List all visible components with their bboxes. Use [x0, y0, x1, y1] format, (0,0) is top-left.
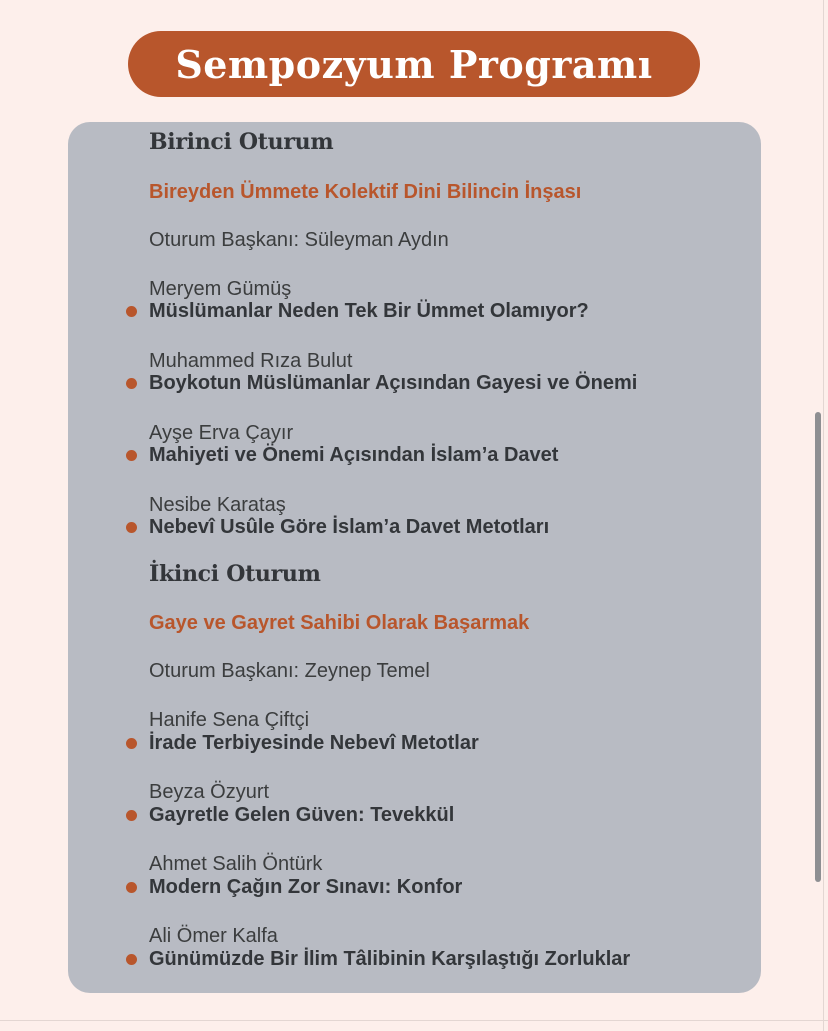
- speaker-name: Hanife Sena Çiftçi: [149, 709, 310, 731]
- bullet-icon: [126, 450, 137, 461]
- bullet-icon: [126, 378, 137, 389]
- talk-title: Modern Çağın Zor Sınavı: Konfor: [149, 876, 463, 898]
- page-edge-bottom: [0, 1020, 828, 1021]
- bullet-icon: [126, 954, 137, 965]
- speaker-name: Meryem Gümüş: [149, 278, 292, 300]
- speaker-name: Ali Ömer Kalfa: [149, 925, 278, 947]
- talk-title: Boykotun Müslümanlar Açısından Gayesi ve Önemi: [149, 372, 638, 394]
- bullet-icon: [126, 306, 137, 317]
- speaker-name: Nesibe Karataş: [149, 494, 286, 516]
- bullet-icon: [126, 738, 137, 749]
- session-theme-2: Gaye ve Gayret Sahibi Olarak Başarmak: [149, 612, 530, 634]
- bullet-icon: [126, 810, 137, 821]
- speaker-name: Ayşe Erva Çayır: [149, 422, 294, 444]
- talk-title: Nebevî Usûle Göre İslam’a Davet Metotları: [149, 516, 550, 538]
- talk-title: Mahiyeti ve Önemi Açısından İslam’a Davet: [149, 444, 559, 466]
- speaker-name: Beyza Özyurt: [149, 781, 270, 803]
- talk-title: Gayretle Gelen Güven: Tevekkül: [149, 804, 455, 826]
- scrollbar-thumb[interactable]: [815, 412, 821, 882]
- title-banner: [128, 31, 700, 97]
- session-chair-2: Oturum Başkanı: Zeynep Temel: [149, 660, 430, 682]
- session-heading-1: Birinci Oturum: [149, 129, 334, 155]
- session-heading-2: İkinci Oturum: [149, 561, 321, 587]
- page-edge-right: [823, 0, 824, 1031]
- session-theme-1: Bireyden Ümmete Kolektif Dini Bilincin İnşası: [149, 181, 582, 203]
- page-title: Sempozyum Programı: [175, 41, 653, 87]
- bullet-icon: [126, 882, 137, 893]
- speaker-name: Ahmet Salih Öntürk: [149, 853, 323, 875]
- session-chair-1: Oturum Başkanı: Süleyman Aydın: [149, 229, 449, 251]
- talk-title: İrade Terbiyesinde Nebevî Metotlar: [149, 732, 479, 754]
- talk-title: Müslümanlar Neden Tek Bir Ümmet Olamıyor?: [149, 300, 589, 322]
- speaker-name: Muhammed Rıza Bulut: [149, 350, 353, 372]
- bullet-icon: [126, 522, 137, 533]
- talk-title: Günümüzde Bir İlim Tâlibinin Karşılaştığı Zorluklar: [149, 948, 631, 970]
